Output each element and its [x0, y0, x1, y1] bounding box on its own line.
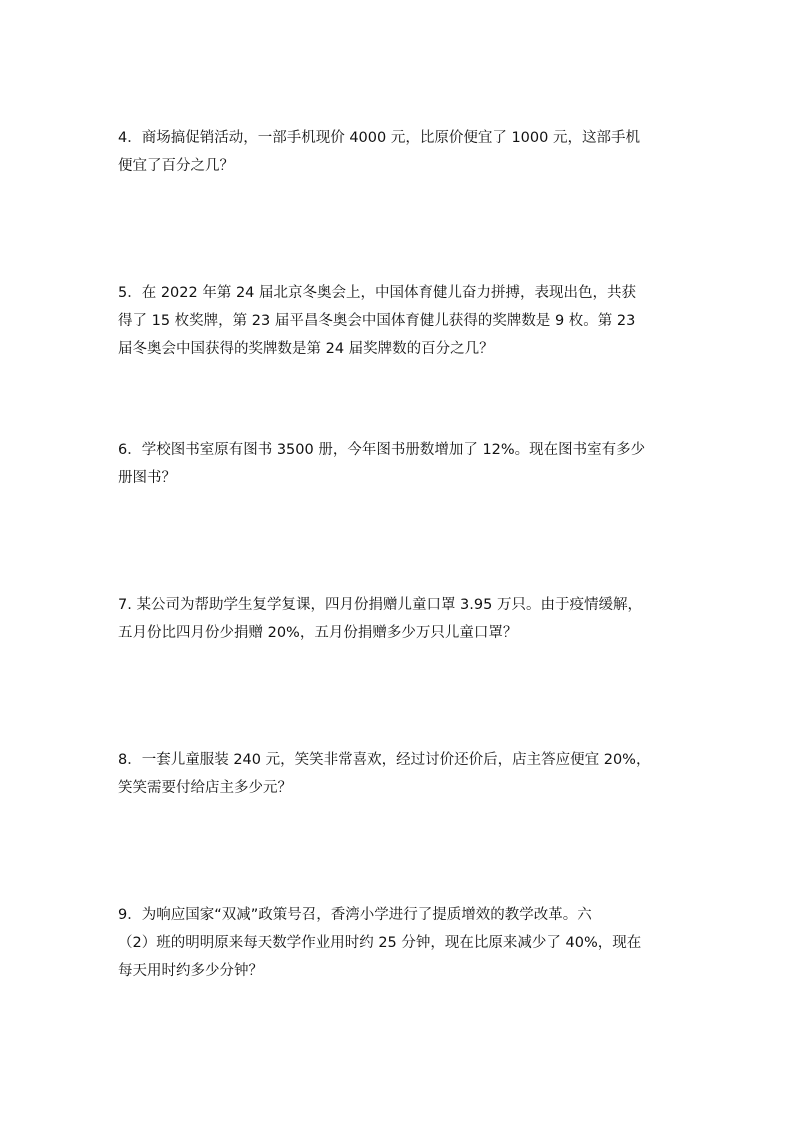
problem-4-line-1: 4．商场搞促销活动，一部手机现价 4000 元，比原价便宜了 1000 元，这部手机	[118, 130, 640, 146]
problem-8	[118, 746, 678, 802]
problem-4-line-2: 便宜了百分之几？	[118, 158, 234, 174]
problem-5-line-1: 5．在 2022 年第 24 届北京冬奥会上，中国体育健儿奋力拼搏，表现出色，共获	[118, 285, 637, 301]
problem-9	[118, 901, 678, 985]
problem-7	[118, 591, 678, 647]
problem-5-line-2: 得了 15 枚奖牌，第 23 届平昌冬奥会中国体育健儿获得的奖牌数是 9 枚。第 23	[118, 313, 636, 329]
problem-9-line-1: 9．为响应国家“双减”政策号召，香湾小学进行了提质增效的教学改革。六	[118, 907, 592, 923]
problem-8-line-2: 笑笑需要付给店主多少元？	[118, 780, 292, 796]
problem-5-line-3: 届冬奥会中国获得的奖牌数是第 24 届奖牌数的百分之几？	[118, 341, 494, 357]
problem-5	[118, 279, 678, 363]
problem-6-line-2: 册图书？	[118, 470, 176, 486]
problem-8-line-1: 8．一套儿童服装 240 元，笑笑非常喜欢，经过讨价还价后，店主答应便宜 20%，	[118, 752, 651, 768]
problem-4	[118, 124, 678, 180]
problem-6-line-1: 6．学校图书室原有图书 3500 册，今年图书册数增加了 12%。现在图书室有多少	[118, 442, 646, 458]
problem-9-line-3: 每天用时约多少分钟？	[118, 963, 263, 979]
problem-6	[118, 436, 678, 492]
problem-7-line-2: 五月份比四月份少捐赠 20%，五月份捐赠多少万只儿童口罩？	[118, 625, 518, 641]
problem-7-line-1: 7. 某公司为帮助学生复学复课，四月份捐赠儿童口罩 3.95 万只。由于疫情缓解，	[118, 597, 642, 613]
problem-9-line-2: （2）班的明明原来每天数学作业用时约 25 分钟，现在比原来减少了 40%，现在	[118, 935, 642, 951]
